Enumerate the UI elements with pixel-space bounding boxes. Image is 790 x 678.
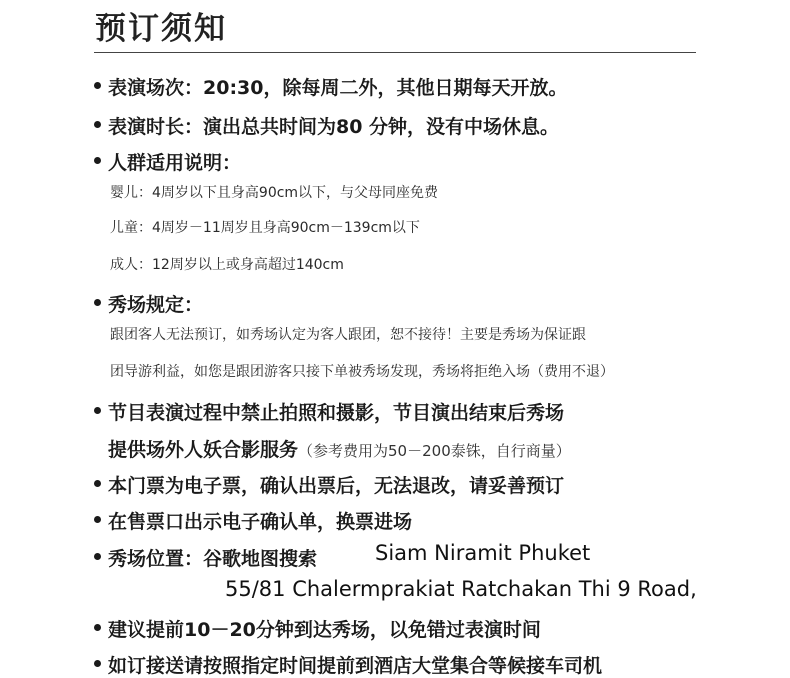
adult-rule: 成人：12周岁以上或身高超过140cm bbox=[110, 257, 344, 273]
transfer-text: 如订接送请按照指定时间提前到酒店大堂集合等候接车司机 bbox=[108, 655, 603, 677]
bullet-dot bbox=[94, 516, 101, 523]
bullet-dot bbox=[94, 121, 101, 128]
infant-rule: 婴儿：4周岁以下且身高90cm以下，与父母同座免费 bbox=[110, 185, 439, 201]
photo-policy-line2 bbox=[108, 435, 571, 462]
show-time-text: 表演场次：20:30，除每周二外，其他日期每天开放。 bbox=[108, 77, 568, 99]
child-rule: 儿童：4周岁－11周岁且身高90cm－139cm以下 bbox=[110, 220, 420, 236]
title-divider bbox=[94, 52, 696, 53]
location-label: 秀场位置：谷歌地图搜索 bbox=[108, 548, 318, 570]
bullet-dot bbox=[94, 553, 101, 560]
bullet-dot bbox=[94, 624, 101, 631]
audience-heading: 人群适用说明： bbox=[108, 152, 242, 174]
page-title: 预订须知 bbox=[95, 11, 227, 47]
bullet-dot bbox=[94, 299, 101, 306]
bullet-dot bbox=[94, 660, 101, 667]
exchange-text: 在售票口出示电子确认单，换票进场 bbox=[108, 511, 413, 533]
rules-text-line2: 团导游利益，如您是跟团游客只接下单被秀场发现，秀场将拒绝入场（费用不退） bbox=[110, 364, 614, 380]
rules-text-line1: 跟团客人无法预订，如秀场认定为客人跟团，恕不接待！主要是秀场为保证跟 bbox=[110, 327, 586, 343]
location-name: Siam Niramit Phuket bbox=[375, 541, 591, 565]
photo-fee-note: （参考费用为50－200泰铢，自行商量） bbox=[298, 442, 571, 460]
bullet-dot bbox=[94, 407, 101, 414]
bullet-dot bbox=[94, 157, 101, 164]
eticket-text: 本门票为电子票，确认出票后，无法退改，请妥善预订 bbox=[108, 475, 565, 497]
arrive-early-text: 建议提前10－20分钟到达秀场，以免错过表演时间 bbox=[108, 619, 541, 641]
bullet-dot bbox=[94, 82, 101, 89]
bullet-dot bbox=[94, 480, 101, 487]
photo-policy-line1: 节目表演过程中禁止拍照和摄影，节目演出结束后秀场 bbox=[108, 402, 565, 424]
photo-service-text: 提供场外人妖合影服务 bbox=[108, 439, 299, 461]
rules-heading: 秀场规定： bbox=[108, 294, 204, 316]
duration-text: 表演时长：演出总共时间为80 分钟，没有中场休息。 bbox=[108, 116, 560, 138]
location-address: 55/81 Chalermprakiat Ratchakan Thi 9 Road, bbox=[225, 577, 697, 601]
